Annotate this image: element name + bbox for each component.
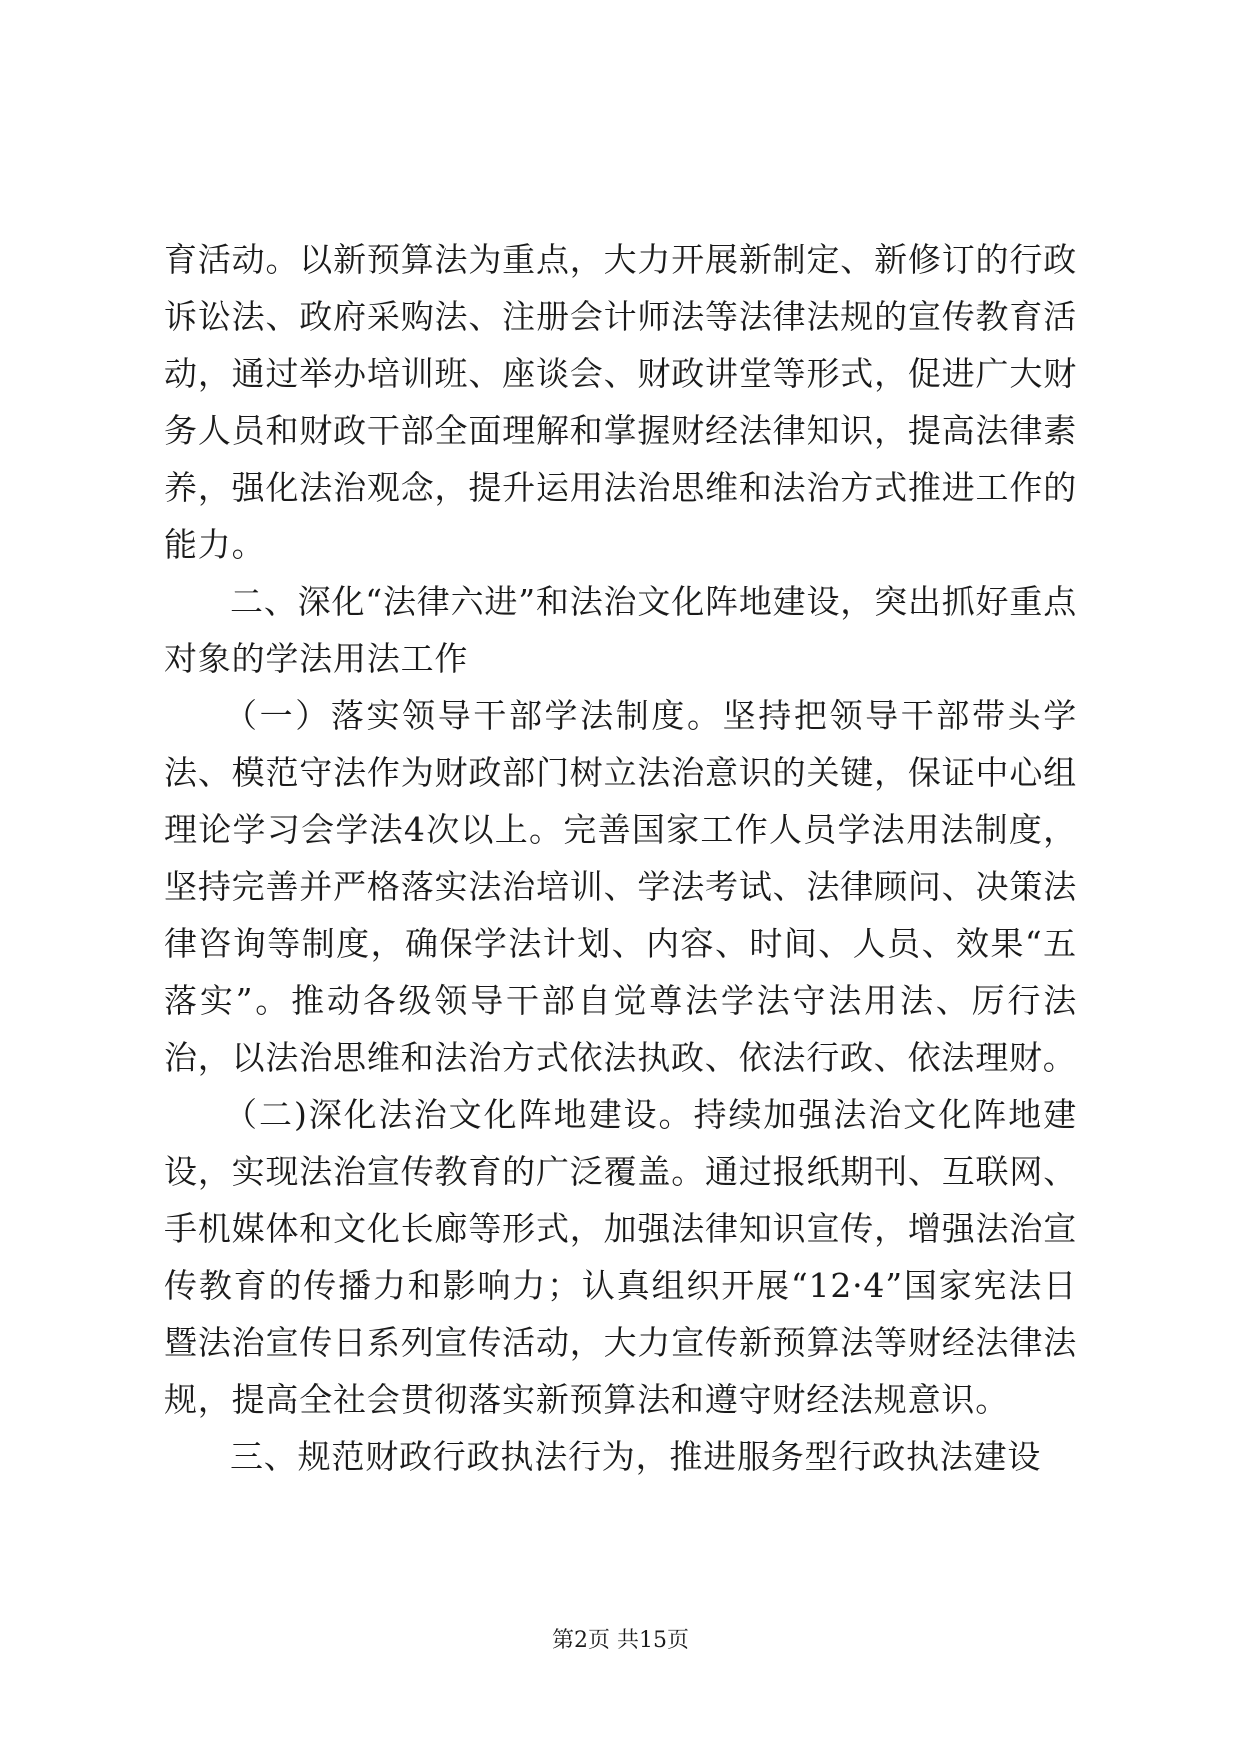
section-heading-3: 三、规范财政行政执法行为，推进服务型行政执法建设 (230, 1437, 1042, 1476)
section-heading-2: 二、深化“法律六进”和法治文化阵地建设，突出抓好重点对象的学法用法工作 (164, 582, 1077, 678)
document-body (164, 231, 1077, 1485)
paragraph-subsection-1: （一）落实领导干部学法制度。坚持把领导干部带头学法、模范守法作为财政部门树立法治意识的关键，保证中心组理论学习会学法4次以上。完善国家工作人员学法用法制度，坚持完善并严格落实法治培训、学法考试、法律顾问、决策法律咨询等制度，确保学法计划、内容、时间、人员、效果“五落实”。推动各级领导干部自觉尊法学法守法用法、厉行法治，以法治思维和法治方式依法执政、依法行政、依法理财。 (164, 696, 1077, 1077)
page-footer: 第2页 共15页 (552, 1628, 689, 1653)
paragraph-subsection-2: （二)深化法治文化阵地建设。持续加强法治文化阵地建设，实现法治宣传教育的广泛覆盖。通过报纸期刊、互联网、手机媒体和文化长廊等形式，加强法律知识宣传，增强法治宣传教育的传播力和影响力；认真组织开展“12·4”国家宪法日暨法治宣传日系列宣传活动，大力宣传新预算法等财经法律法规，提高全社会贯彻落实新预算法和遵守财经法规意识。 (164, 1095, 1077, 1419)
paragraph-continuation: 育活动。以新预算法为重点，大力开展新制定、新修订的行政诉讼法、政府采购法、注册会计师法等法律法规的宣传教育活动，通过举办培训班、座谈会、财政讲堂等形式，促进广大财务人员和财政干部全面理解和掌握财经法律知识，提高法律素养，强化法治观念，提升运用法治思维和法治方式推进工作的能力。 (164, 240, 1077, 564)
